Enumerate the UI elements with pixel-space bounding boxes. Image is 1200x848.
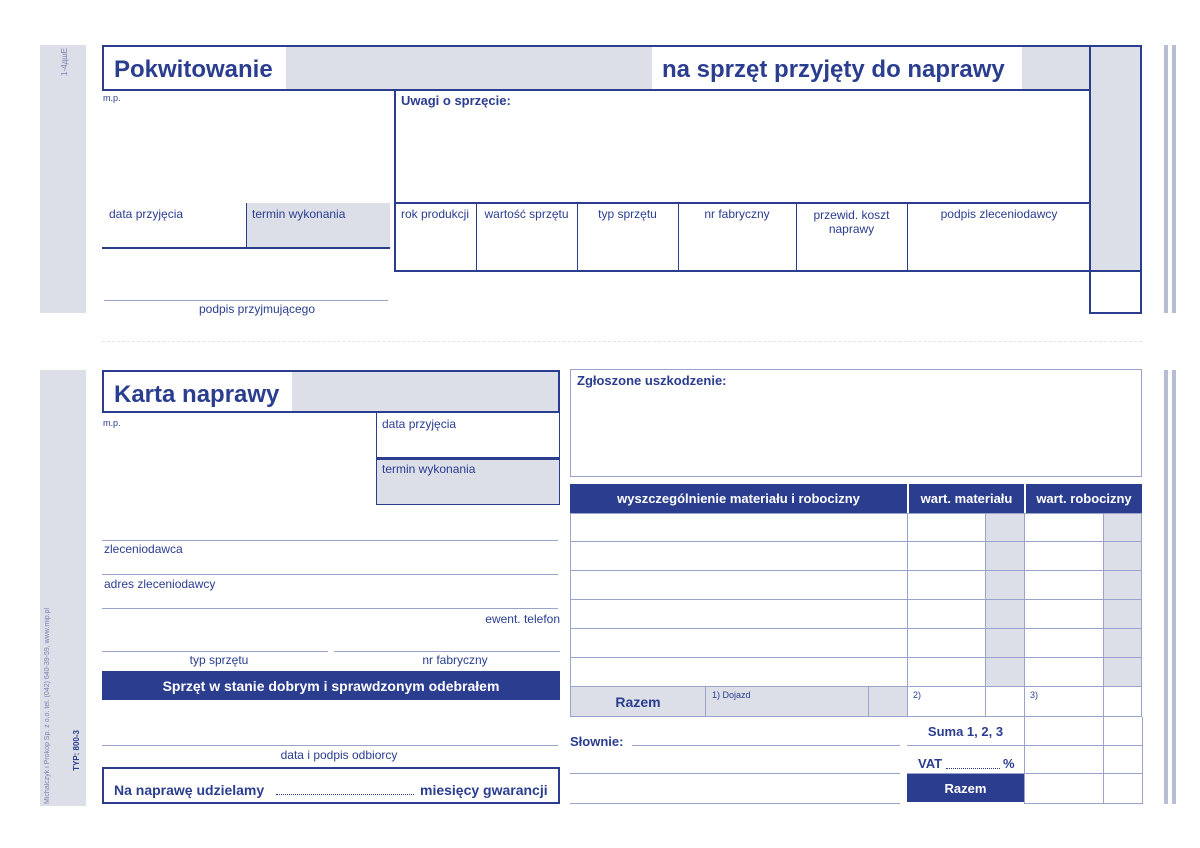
n3-label: 3): [1030, 690, 1039, 700]
right-bar-top-1: [1164, 45, 1168, 313]
table-header-labor: wart. robocizny: [1026, 484, 1142, 513]
suma-label: Suma 1, 2, 3: [927, 723, 1004, 739]
recipient-sig-line: [102, 745, 558, 746]
bottom-title: Karta naprawy: [114, 381, 280, 408]
received-banner: Sprzęt w stanie dobrym i sprawdzonym odebrałem: [102, 671, 560, 700]
slownie-line-2[interactable]: [570, 773, 900, 774]
top-side-code: 1-4дшE: [60, 48, 69, 76]
right-bar-bottom-2: [1172, 370, 1176, 804]
vat-rate-field[interactable]: [946, 768, 1000, 769]
vat-percent: %: [1003, 756, 1015, 771]
table-row[interactable]: [570, 570, 1142, 571]
client-address-label: adres zleceniodawcy: [104, 577, 216, 591]
client-label: zleceniodawca: [104, 542, 183, 556]
table-row[interactable]: [570, 541, 1142, 542]
table-header-material: wart. materiału: [909, 484, 1024, 513]
col-year: rok produkcji: [400, 207, 470, 221]
perforation-line: [102, 341, 1142, 342]
col-type: typ sprzętu: [598, 207, 657, 221]
vat-label: VAT: [918, 756, 943, 771]
serial-label: nr fabryczny: [422, 653, 488, 667]
slownie-line-3[interactable]: [570, 803, 900, 804]
col-client-sig: podpis zleceniodawcy: [940, 207, 1058, 221]
client-line-top: [102, 540, 558, 541]
device-type-label: typ sprzętu: [189, 653, 249, 667]
col-cost: przewid. koszt naprawy: [813, 208, 890, 236]
top-right-column: [1089, 45, 1142, 272]
recipient-sig-label: data i podpis odbiorcy: [280, 748, 398, 762]
bottom-side-code: TYP: 800-3: [72, 730, 81, 771]
bottom-title-box: [102, 370, 560, 413]
top-title-bar: [102, 45, 1091, 91]
right-bar-bottom-1: [1164, 370, 1168, 804]
top-date-label: data przyjęcia: [109, 207, 184, 221]
col-value: wartość sprzętu: [484, 207, 569, 221]
table-header-desc: wyszczególnienie materiału i robocizny: [570, 484, 907, 513]
top-right-stub: [1089, 270, 1142, 314]
bottom-date-label: data przyjęcia: [382, 417, 457, 431]
razem-label: Razem: [615, 693, 661, 710]
receiver-sig-label: podpis przyjmującego: [198, 302, 316, 316]
remarks-label: Uwagi o sprzęcie:: [401, 93, 511, 108]
table-row[interactable]: [570, 628, 1142, 629]
warranty-box: [102, 767, 560, 804]
slownie-label: Słownie:: [570, 734, 624, 749]
n2-label: 2): [913, 690, 922, 700]
dojazd-label: 1) Dojazd: [712, 690, 751, 700]
left-margin-strip-top: [40, 45, 86, 313]
warranty-suffix: miesięcy gwarancji: [420, 782, 548, 798]
address-line: [102, 608, 558, 609]
col-serial: nr fabryczny: [704, 207, 770, 221]
device-type-line: [102, 651, 328, 652]
bottom-mp: m.p.: [103, 418, 121, 428]
receiver-sig-line: [104, 300, 388, 301]
reported-damage-label: Zgłoszone uszkodzenie:: [577, 373, 727, 388]
top-mp: m.p.: [103, 93, 121, 103]
client-line: [102, 574, 558, 575]
table-row[interactable]: [570, 599, 1142, 600]
right-bar-top-2: [1172, 45, 1176, 313]
phone-label: ewent. telefon: [485, 612, 560, 626]
table-row[interactable]: [570, 657, 1142, 658]
serial-line: [334, 651, 560, 652]
razem-total: Razem: [907, 774, 1024, 802]
top-title-left: Pokwitowanie: [114, 56, 273, 83]
bottom-deadline-label: termin wykonania: [382, 462, 476, 476]
bottom-side-text: Michalczyk i Prokop Sp. z o.o. tel. (042) 640-39-59, www.mip.pl: [44, 607, 51, 804]
warranty-months-field[interactable]: [276, 794, 414, 795]
warranty-prefix: Na naprawę udzielamy: [114, 782, 265, 798]
top-deadline-label: termin wykonania: [252, 207, 346, 221]
slownie-line[interactable]: [632, 745, 900, 746]
top-title-right: na sprzęt przyjęty do naprawy: [662, 56, 1005, 83]
